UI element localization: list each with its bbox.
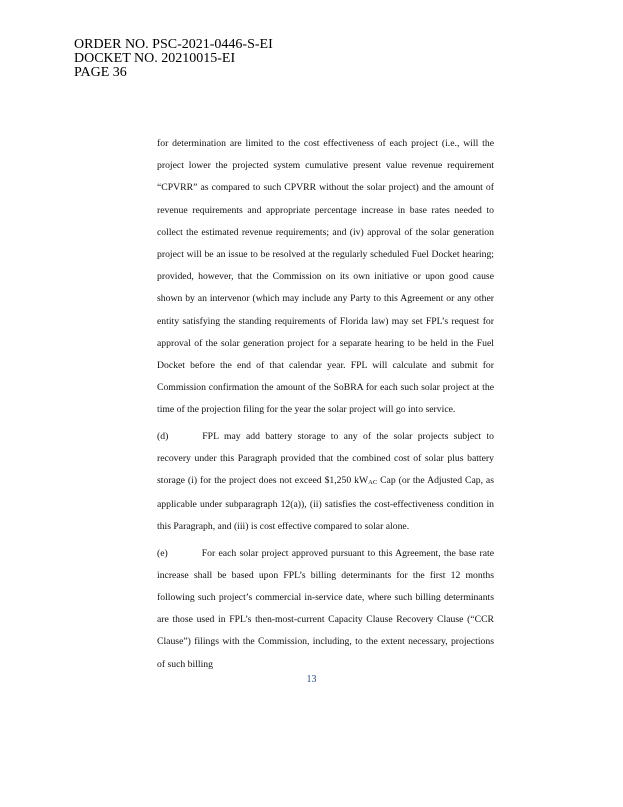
document-header [74,38,273,80]
footer-page-number: 13 [306,674,317,685]
paragraph-d-text-cont: Cap (or the Adjusted Cap, as applicable under subparagraph 12(a)), (ii) satisfies the cost-effectiveness condition in this Paragraph, and (iii) is cost effective compared to solar alone. [157,475,495,533]
paragraph-d-subscript: AC [368,479,378,487]
paragraph-d-text: FPL may add battery storage to any of the solar projects subject to recovery under this Paragraph provided that the combined cost of solar plus battery storage (i) for the project does not exceed $1,250 kW [157,430,494,487]
header-page-number: PAGE 36 [74,65,127,80]
paragraph-d [157,426,494,539]
paragraph-e [157,543,494,676]
paragraph-continuation: for determination are limited to the cost effectiveness of each project (i.e., will the project lower the projected system cumulative present value revenue requirement “CPVRR” as compared to such CPVRR without the solar project) and the amount of revenue requirements and appropriate percentage increase in base rates needed to collect the estimated revenue requirements; and (iv) approval of the solar generation project will be an issue to be resolved at the regularly scheduled Fuel Docket hearing; provided, however, that the Commission on its own initiative or upon good cause shown by an intervenor (which may include any Party to this Agreement or any other entity satisfying the standing requirements of Florida law) may set FPL’s request for approval of the solar generation project for a separate hearing to be held in the Fuel Docket before the end of that calendar year. FPL will calculate and submit for Commission confirmation the amount of the SoBRA for each such solar project at the time of the projection filing for the year the solar project will go into service. [157,138,494,416]
paragraph-e-label: (e) [157,547,168,559]
paragraph-e-text: For each solar project approved pursuant to this Agreement, the base rate increase shall be based upon FPL’s billing determinants for the first 12 months following such project’s commercial in-service date, where such billing determinants are those used in FPL’s then-most-current Capacity Clause Recovery Clause (“CCR Clause”) filings with the Commission, including, to the extent necessary, projections of such billing [157,547,494,670]
docket-number: DOCKET NO. 20210015-EI [74,51,236,66]
order-number: ORDER NO. PSC-2021-0446-S-EI [74,37,273,52]
paragraph-d-label: (d) [157,430,169,442]
document-body [157,133,494,676]
